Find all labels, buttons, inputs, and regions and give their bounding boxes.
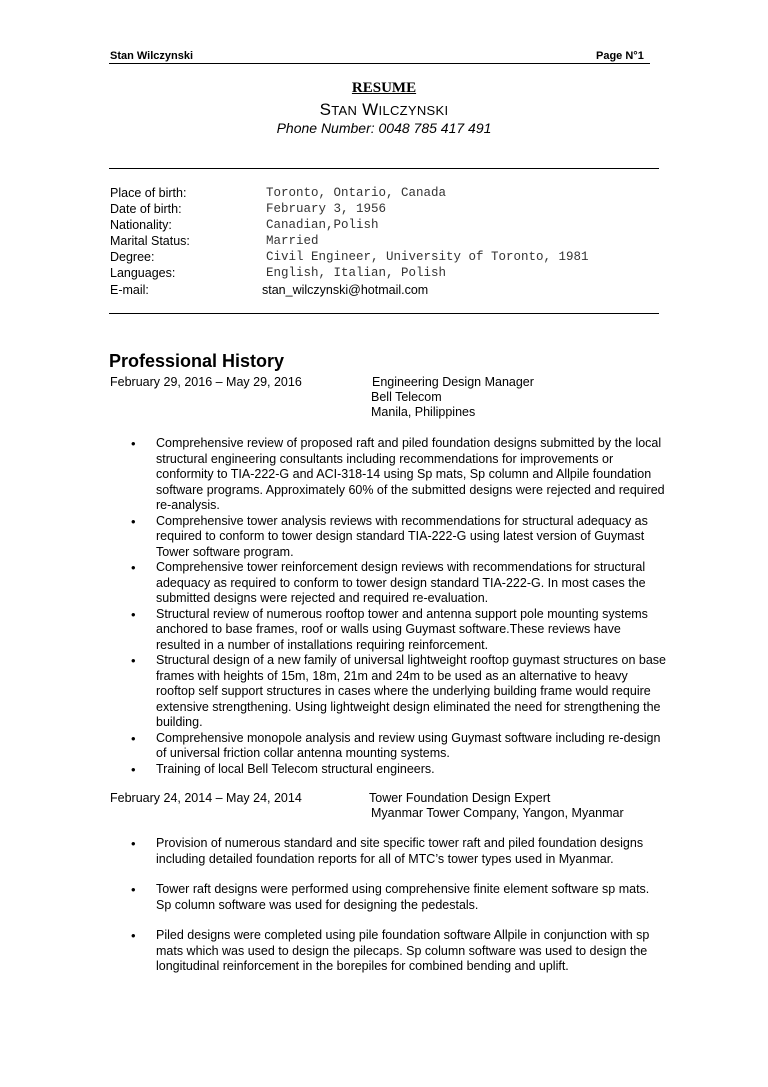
page-number: Page N°1 — [596, 50, 644, 62]
list-item: • Tower raft designs were performed using comprehensive finite element software sp mats. Sp column software was used for designing the pedestals. — [128, 882, 668, 913]
list-item: • Comprehensive tower analysis reviews with recommendations for structural adequacy as required to conform to tower design standard TIA-222-G using latest version of Guymast Tower software program. — [128, 514, 668, 561]
nationality-label: Nationality: — [110, 218, 172, 232]
job1-bullets — [128, 436, 668, 777]
job2-bullets — [128, 836, 668, 990]
job2-dates: February 24, 2014 – May 24, 2014 — [110, 791, 302, 805]
list-item: • Comprehensive review of proposed raft and piled foundation designs submitted by the local structural engineering consultants including recommendations for improvements or conformity to TIA-222-G and ACI-318-14 using Sp mats, Sp column and Allpile foundation software programs. Approximately 60% of the submitted designs were rejected and required re-analysis. — [128, 436, 668, 514]
languages-value: English, Italian, Polish — [266, 266, 447, 280]
resume-title: RESUME — [351, 80, 417, 96]
list-item: • Comprehensive tower reinforcement design reviews with recommendations for structural adequacy as required to conform to tower design standard TIA-222-G. In most cases the submitted designs were rejected and required re-evaluation. — [128, 560, 668, 607]
email-value: stan_wilczynski@hotmail.com — [262, 283, 429, 297]
job1-position: Engineering Design Manager — [372, 375, 534, 389]
job1-company: Bell Telecom — [371, 390, 442, 404]
list-item: • Training of local Bell Telecom structural engineers. — [128, 762, 668, 778]
nationality-value: Canadian,Polish — [266, 218, 379, 232]
job1-location: Manila, Philippines — [371, 405, 476, 419]
job1-dates: February 29, 2016 – May 29, 2016 — [110, 375, 302, 389]
degree-label: Degree: — [110, 250, 155, 264]
phone-number: Phone Number: 0048 785 417 491 — [276, 120, 492, 136]
job2-company: Myanmar Tower Company, Yangon, Myanmar — [371, 806, 624, 820]
list-item: • Comprehensive monopole analysis and review using Guymast software including re-design of universal friction collar antenna mounting systems. — [128, 731, 668, 762]
languages-label: Languages: — [110, 266, 176, 280]
divider-top — [109, 168, 659, 169]
header-divider — [109, 63, 650, 64]
header-name: Stan Wilczynski — [110, 50, 194, 62]
birthdate-value: February 3, 1956 — [266, 202, 387, 216]
email-label: E-mail: — [110, 283, 149, 297]
full-name: STAN WILCZYNSKI — [319, 100, 449, 119]
marital-status-value: Married — [266, 234, 319, 248]
birthplace-value: Toronto, Ontario, Canada — [266, 186, 447, 200]
job2-position: Tower Foundation Design Expert — [369, 791, 551, 805]
list-item: • Structural review of numerous rooftop tower and antenna support pole mounting systems anchored to base frames, roof or walls using Guymast software.These reviews have resulted in a number of installations requiring reinforcement. — [128, 607, 668, 654]
list-item: • Structural design of a new family of universal lightweight rooftop guymast structures on base frames with heights of 15m, 18m, 21m and 24m to be used as an alternative to heavy rooftop self support structures in cases where the underlying building frame would require extensive strengthening. Using lightweight design eliminated the need for strengthening the building. — [128, 653, 668, 731]
birthplace-label: Place of birth: — [110, 186, 187, 200]
birthdate-label: Date of birth: — [110, 202, 182, 216]
list-item: • Piled designs were completed using pile foundation software Allpile in conjunction with sp mats which was used to design the pilecaps. Sp column software was used to design the longitudinal reinforcement in the borepiles for combined bending and uplift. — [128, 928, 668, 975]
list-item: • Provision of numerous standard and site specific tower raft and piled foundation designs including detailed foundation reports for all of MTC’s tower types used in Myanmar. — [128, 836, 668, 867]
marital-status-label: Marital Status: — [110, 234, 190, 248]
section-title: Professional History — [109, 351, 285, 371]
degree-value: Civil Engineer, University of Toronto, 1981 — [266, 250, 589, 264]
divider-bottom — [109, 313, 659, 314]
